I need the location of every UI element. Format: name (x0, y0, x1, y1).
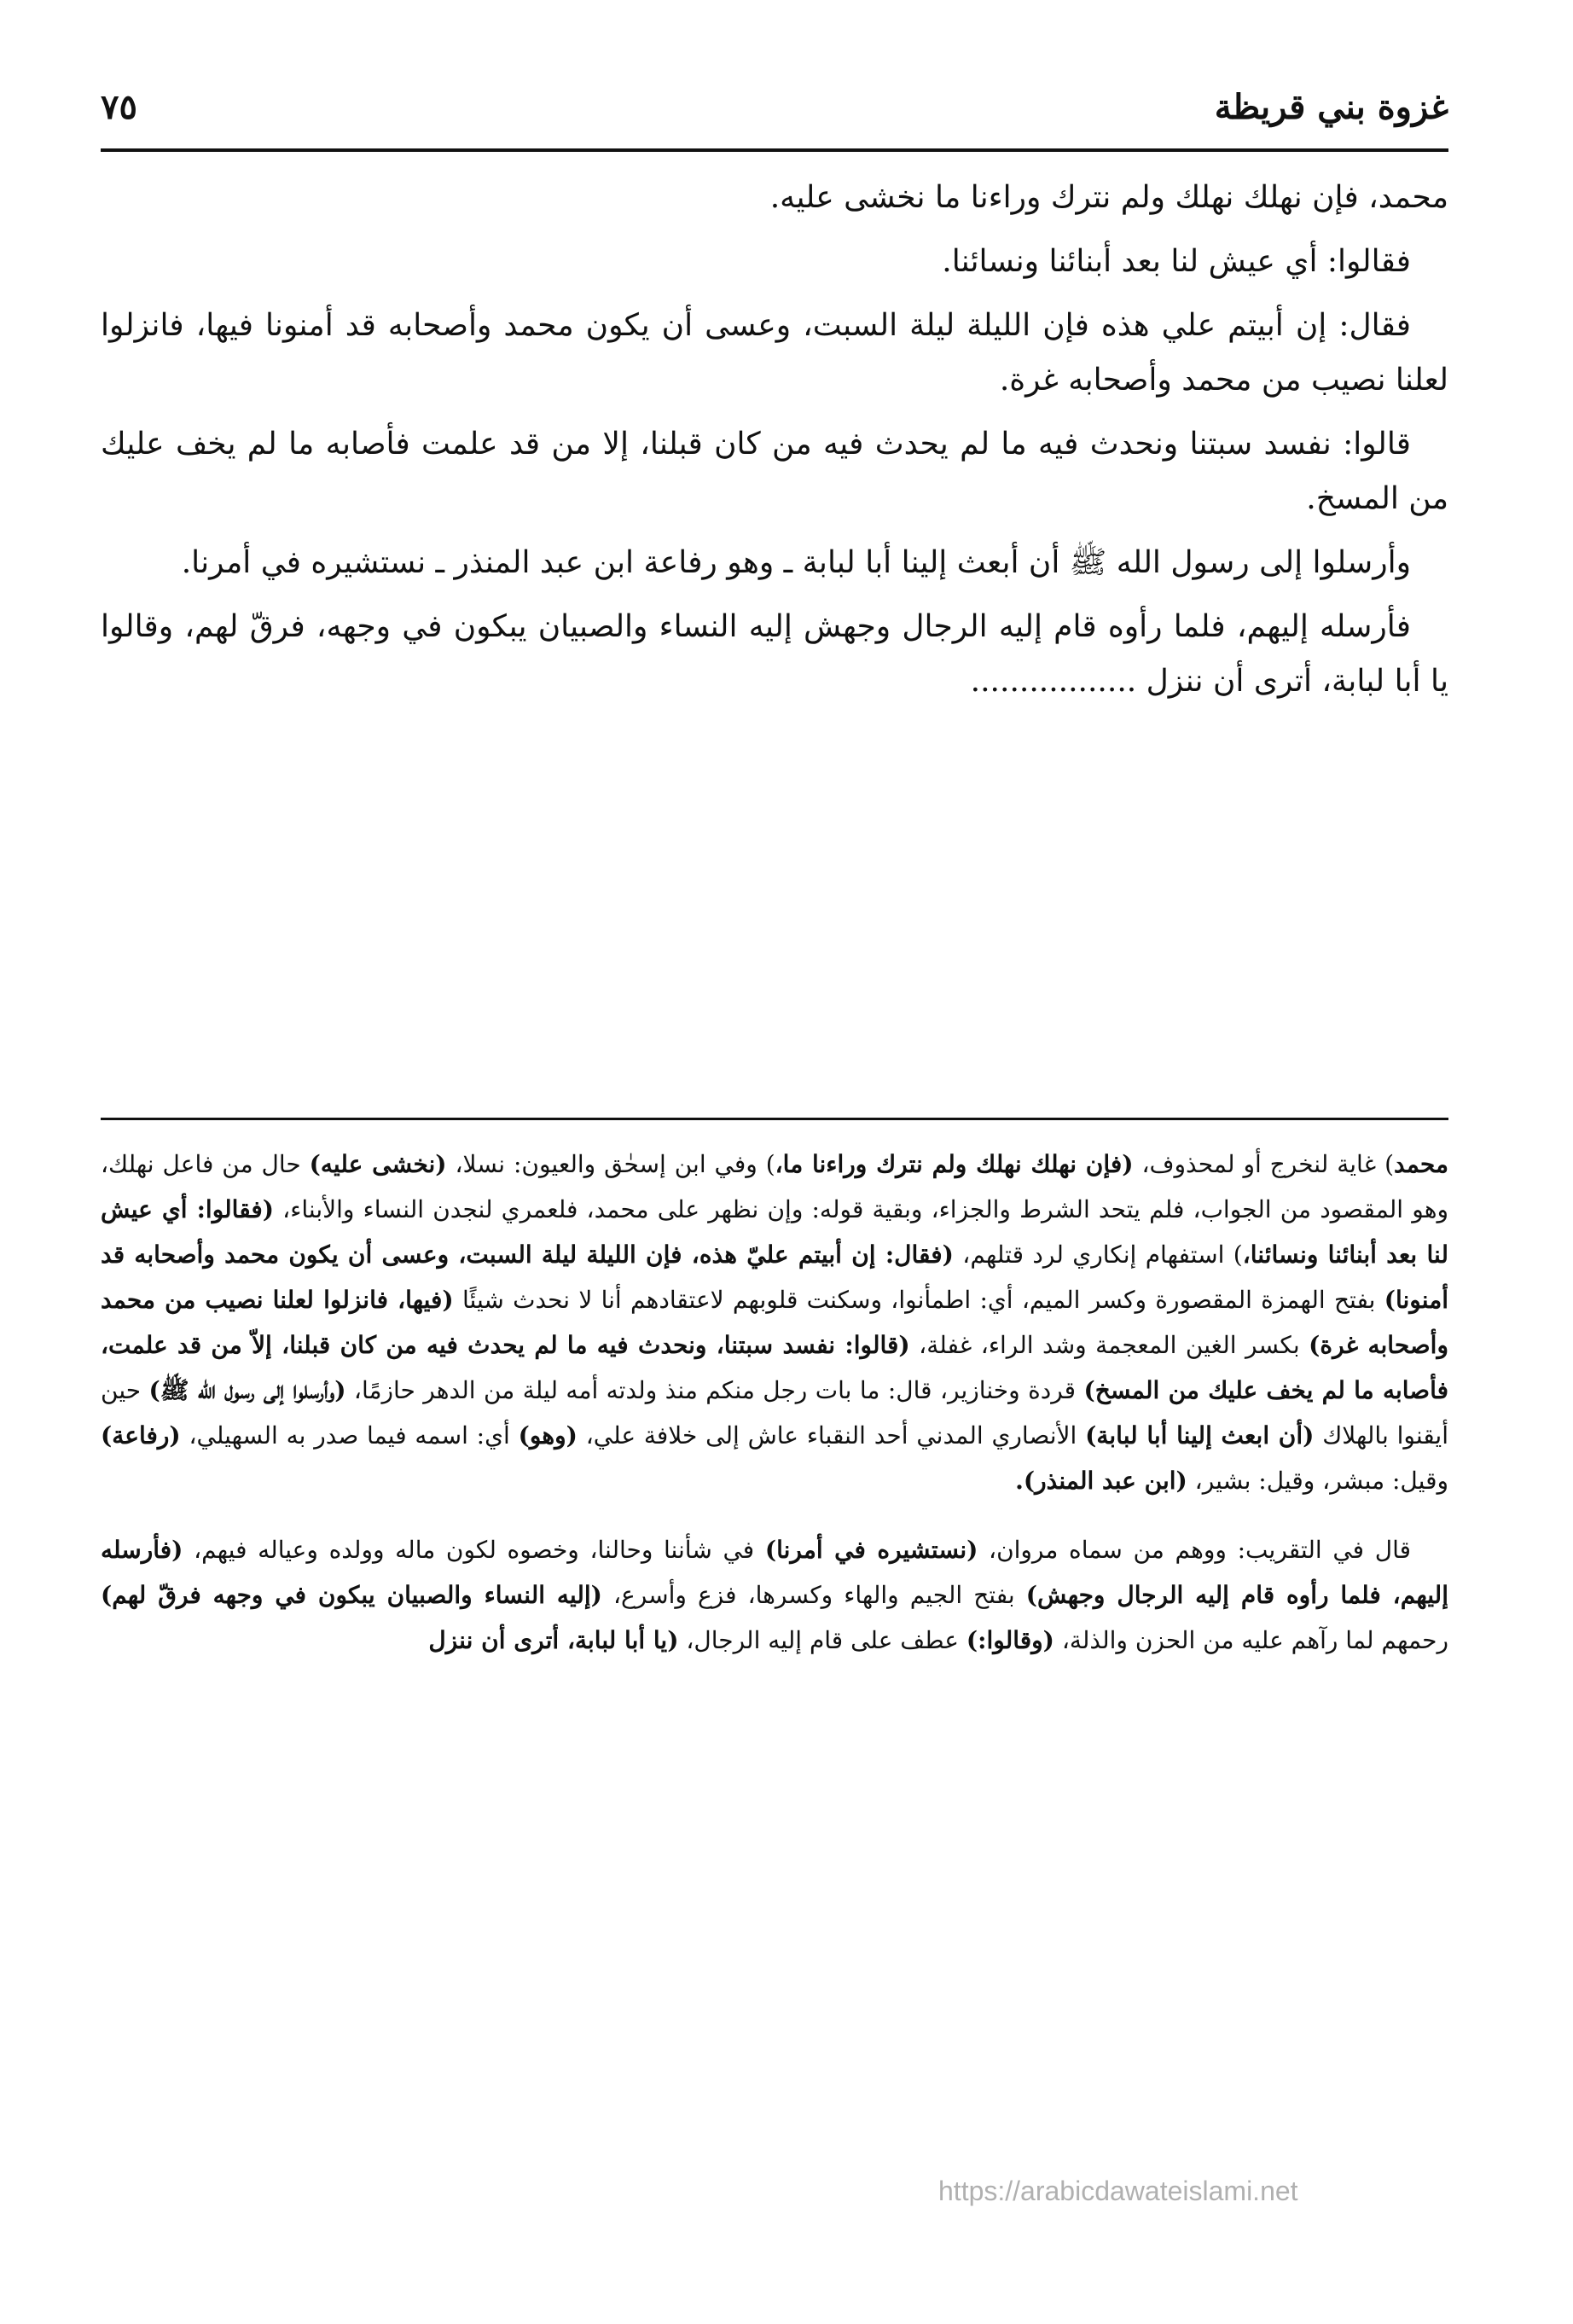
commentary-quoted-text: (رفاعة) (101, 1421, 181, 1450)
commentary-text: وقيل: مبشر، وقيل: بشير، (1187, 1467, 1448, 1495)
watermark-url: https://arabicdawateislami.net (938, 2176, 1298, 2206)
main-paragraph: وأرسلوا إلى رسول الله ﷺ أن أبعث إلينا أبا لبابة ـ وهو رفاعة ابن عبد المنذر ـ نستشيره في أمرنا. (181, 545, 1411, 580)
commentary-text: بفتح الهمزة المقصورة وكسر الميم، أي: اطمأنوا، وسكنت قلوبهم لاعتقادهم أنا لا نحدث شيئًا (453, 1286, 1384, 1314)
main-paragraph: فقالوا: أي عيش لنا بعد أبنائنا ونسائنا. (942, 244, 1411, 279)
commentary-quoted-text: (وهو) (518, 1421, 578, 1450)
commentary-quoted-text: (نستشيره في أمرنا) (764, 1536, 978, 1564)
main-paragraph: فأرسله إليهم، فلما رأوه قام إليه الرجال وجهش إليه النساء والصبيان يبكون في وجهه، فرقّ لهم، وقالوا يا أبا لبابة، أترى أن ننزل ................. (101, 609, 1448, 699)
commentary-text: حال من فاعل نهلك، وهو المقصود من الجواب، فلم يتحد الشرط والجزاء، وبقية قوله: وإن نظهر على محمد، فلعمري لنجدن النساء والأبناء، (101, 1150, 1448, 1223)
commentary-quoted-text: (ابن عبد المنذر). (1015, 1467, 1187, 1495)
main-text (101, 171, 1448, 1101)
commentary-text: حين أيقنوا بالهلاك (101, 1376, 1448, 1450)
commentary-text: الأنصاري المدني أحد النقباء عاش إلى خلافة علي، (577, 1421, 1086, 1450)
commentary-paragraph (101, 1527, 1448, 1663)
commentary-text: في شأننا وحالنا، وخصوه لكون ماله وولده وعياله فيهم، (183, 1536, 765, 1564)
commentary-text: عطف على قام إليه الرجال، (678, 1626, 966, 1654)
commentary-text: قال في التقريب: ووهم من سماه مروان، (978, 1536, 1411, 1564)
commentary-text: ) استفهام إنكاري لرد قتلهم، (953, 1240, 1243, 1269)
section-divider (101, 1118, 1448, 1120)
commentary-paragraph (101, 1142, 1448, 1503)
commentary-quoted-text: (وقالوا:) (966, 1626, 1054, 1654)
commentary-quoted-text: (يا أبا لبابة، أترى أن ننزل (428, 1626, 679, 1654)
page-number: ٧٥ (101, 87, 137, 127)
commentary-text: قردة وخنازير، قال: ما بات رجل منكم منذ ولدته أمه ليلة من الدهر حازمًا، (345, 1376, 1084, 1404)
main-paragraph: محمد، فإن نهلك نهلك ولم نترك وراءنا ما نخشى عليه. (769, 180, 1448, 215)
header-rule (101, 148, 1448, 152)
commentary-quoted-text: (نخشى عليه) (309, 1150, 447, 1178)
commentary-quoted-text: (فيها، فانزلوا لعلنا نصيب من محمد وأصحابه غرة) (101, 1286, 1448, 1359)
commentary-quoted-text: (قالوا: نفسد سبتنا، ونحدث فيه ما لم يحدث فيه من كان قبلنا، إلاّ من قد علمت، فأصابه ما لم يخف عليك من المسخ) (101, 1331, 1448, 1404)
running-title: غزوة بني قريظة (1214, 87, 1448, 127)
main-paragraph: قالوا: نفسد سبتنا ونحدث فيه ما لم يحدث فيه من كان قبلنا، إلا من قد علمت فأصابه ما لم يخف عليك من المسخ. (101, 427, 1448, 516)
commentary-text: رحمهم لما رآهم عليه من الحزن والذلة، (1054, 1626, 1448, 1654)
commentary-quoted-text: (فإن نهلك نهلك ولم نترك وراءنا ما، (775, 1150, 1134, 1178)
commentary-quoted-text: (إليه النساء والصبيان يبكون في وجهه فرقّ لهم) (101, 1581, 602, 1609)
commentary-text: بكسر الغين المعجمة وشد الراء، غفلة، (909, 1331, 1309, 1359)
page (101, 60, 1448, 2278)
commentary-text: أي: اسمه فيما صدر به السهيلي، (180, 1421, 519, 1450)
commentary-text: ) غاية لنخرج أو لمحذوف، (1133, 1150, 1395, 1178)
commentary-text: بفتح الجيم والهاء وكسرها، فزع وأسرع، (601, 1581, 1026, 1609)
commentary-text: ) وفي ابن إسحٰق والعيون: نسلا، (446, 1150, 775, 1178)
commentary-quoted-text: محمد (1394, 1150, 1448, 1178)
commentary-quoted-text: (فقال: إن أبيتم عليّ هذه، فإن الليلة ليلة السبت، وعسى أن يكون محمد وأصحابه قد أمنونا) (101, 1240, 1448, 1314)
main-paragraph: فقال: إن أبيتم علي هذه فإن الليلة ليلة السبت، وعسى أن يكون محمد وأصحابه قد أمنونا فيها، فانزلوا لعلنا نصيب من محمد وأصحابه غرة. (101, 308, 1448, 398)
page-header (101, 72, 1448, 143)
commentary (101, 1142, 1448, 2242)
commentary-quoted-text: (أن ابعث إلينا أبا لبابة) (1085, 1421, 1315, 1450)
commentary-quoted-text: (فقالوا: أي عيش لنا بعد أبنائنا ونسائنا، (101, 1195, 1448, 1269)
commentary-quoted-text: (وأرسلوا إلى رسول الله ﷺ) (148, 1376, 346, 1404)
commentary-quoted-text: (فأرسله إليهم، فلما رأوه قام إليه الرجال وجهش) (101, 1536, 1448, 1609)
